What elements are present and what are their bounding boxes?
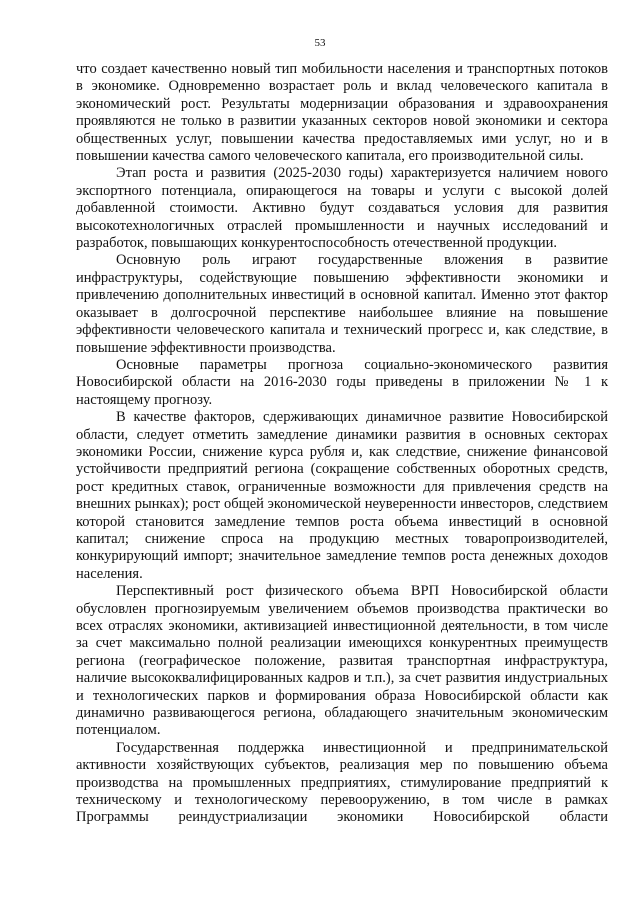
page-number: 53 xyxy=(314,37,326,49)
paragraph-2: Этап роста и развития (2025-2030 годы) характеризуется наличием нового экспортного потенциала, опирающегося на товары и услуги с высокой долей добавленной стоимости. Активно будут создаваться условия для развития высокотехнологичных отраслей промышленности и научных исследований и разработок, повышающих конкурентоспособность отечественной продукции. xyxy=(76,165,608,252)
paragraph-7: Государственная поддержка инвестиционной и предпринимательской активности хозяйствующих субъектов, реализация мер по повышению объема производства на промышленных предприятиях, стимулирование предприятий к техническому и технологическому перевооружению, в том числе в рамках Программы реиндустриализации экономики Новосибирской области xyxy=(76,739,608,826)
paragraph-1: что создает качественно новый тип мобильности населения и транспортных потоков в экономике. Одновременно возрастает роль и вклад человеческого капитала в экономический рост. Результаты модернизации образования и здравоохранения проявляются не только в развитии указанных секторов новой экономики и сектора общественных услуг, повышении качества предоставляемых ими услуг, но и в повышении качества самого человеческого капитала, его производительной силы. xyxy=(76,61,608,165)
paragraph-3: Основную роль играют государственные вложения в развитие инфраструктуры, содействующие повышению эффективности экономики и привлечению дополнительных инвестиций в основной капитал. Именно этот фактор оказывает в долгосрочной перспективе наибольшее влияние на повышение эффективности человеческого капитала и технический прогресс и, как следствие, в повышение эффективности производства. xyxy=(76,252,608,356)
paragraph-5: В качестве факторов, сдерживающих динамичное развитие Новосибирской области, следует отметить замедление динамики развития в основных секторах экономики России, снижение курса рубля и, как следствие, снижение финансовой устойчивости предприятий региона (сокращение собственных оборотных средств, рост кредитных ставок, ограниченные возможности для привлечения средств на внешних рынках); рост общей экономической неуверенности инвесторов, следствием которой становится замедление темпов роста объема инвестиций в основной капитал; снижение спроса на продукцию местных товаропроизводителей, конкурирующий импорт; значительное замедление темпов роста денежных доходов населения. xyxy=(76,409,608,582)
paragraph-4: Основные параметры прогноза социально-экономического развития Новосибирской области на 2016-2030 годы приведены в приложении № 1 к настоящему прогнозу. xyxy=(76,356,608,408)
document-body xyxy=(76,61,608,827)
paragraph-6: Перспективный рост физического объема ВРП Новосибирской области обусловлен прогнозируемым увеличением объемов производства практически во всех отраслях экономики, активизацией инвестиционной деятельности, в том числе за счет максимально полной реализации имеющихся конкурентных преимуществ региона (географическое положение, развитая транспортная инфраструктура, наличие высококвалифицированных кадров и т.п.), за счет развития индустриальных и технологических парков и формирования образа Новосибирской области как динамично развивающегося региона, обладающего значительным экономическим потенциалом. xyxy=(76,583,608,739)
